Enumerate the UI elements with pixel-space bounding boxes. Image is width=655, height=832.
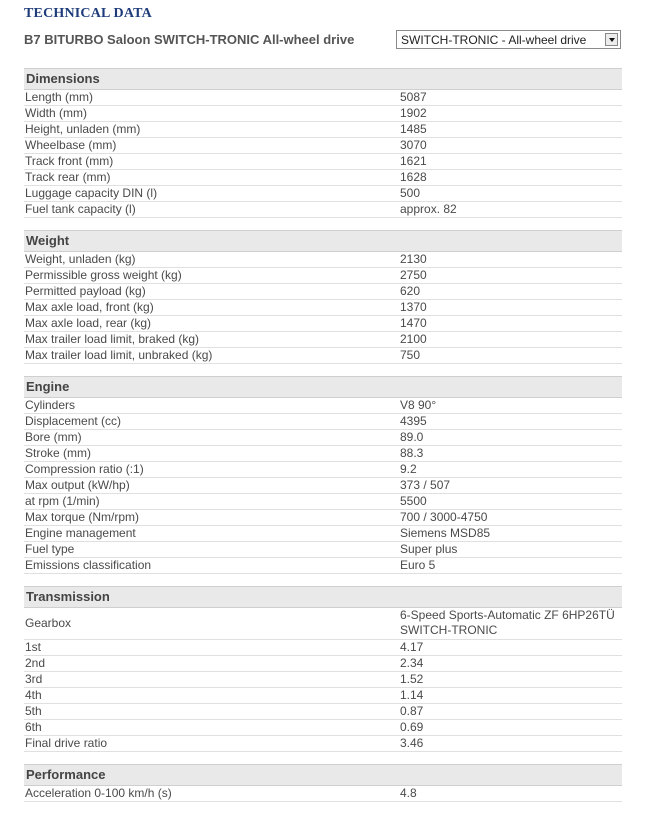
section-header: Engine bbox=[24, 376, 622, 398]
spec-label: 2nd bbox=[25, 656, 46, 670]
spec-value: 1628 bbox=[400, 170, 427, 184]
spec-value: 500 bbox=[400, 186, 421, 200]
spec-label: Bore (mm) bbox=[25, 430, 82, 444]
spec-label: at rpm (1/min) bbox=[25, 494, 100, 508]
spec-value: 2100 bbox=[400, 332, 427, 346]
spec-label: Cylinders bbox=[25, 398, 76, 412]
spec-section-performance bbox=[24, 764, 622, 802]
spec-section-weight bbox=[24, 230, 622, 364]
spec-value: Siemens MSD85 bbox=[400, 526, 491, 540]
spec-row bbox=[24, 656, 622, 672]
spec-value: 3070 bbox=[400, 138, 427, 152]
spec-value: 2750 bbox=[400, 268, 427, 282]
spec-row bbox=[24, 736, 622, 752]
spec-label: Max axle load, rear (kg) bbox=[25, 316, 152, 330]
spec-row bbox=[24, 720, 622, 736]
spec-row bbox=[24, 252, 622, 268]
spec-value: 4.8 bbox=[400, 786, 417, 800]
spec-value: 1.14 bbox=[400, 688, 424, 702]
spec-row bbox=[24, 478, 622, 494]
spec-row bbox=[24, 414, 622, 430]
spec-value: 5087 bbox=[400, 90, 427, 104]
spec-label: 6th bbox=[25, 720, 42, 734]
spec-value: 750 bbox=[400, 348, 421, 362]
spec-label: Wheelbase (mm) bbox=[25, 138, 117, 152]
spec-row bbox=[24, 510, 622, 526]
spec-row bbox=[24, 284, 622, 300]
spec-value: V8 90° bbox=[400, 398, 437, 412]
spec-row bbox=[24, 186, 622, 202]
spec-label: Length (mm) bbox=[25, 90, 94, 104]
spec-value: approx. 82 bbox=[400, 202, 457, 216]
spec-label: Weight, unladen (kg) bbox=[25, 252, 136, 266]
spec-label: Compression ratio (:1) bbox=[25, 462, 144, 476]
spec-label: Permissible gross weight (kg) bbox=[25, 268, 182, 282]
spec-value: 9.2 bbox=[400, 462, 417, 476]
spec-label: Engine management bbox=[25, 526, 136, 540]
spec-value: 1621 bbox=[400, 154, 427, 168]
spec-label: Max trailer load limit, braked (kg) bbox=[25, 332, 200, 346]
spec-label: 1st bbox=[25, 640, 42, 654]
spec-section-transmission bbox=[24, 586, 622, 752]
spec-row bbox=[24, 300, 622, 316]
spec-row bbox=[24, 122, 622, 138]
spec-value: 0.87 bbox=[400, 704, 424, 718]
spec-label: Height, unladen (mm) bbox=[25, 122, 141, 136]
spec-row bbox=[24, 672, 622, 688]
spec-value: 0.69 bbox=[400, 720, 424, 734]
spec-row bbox=[24, 494, 622, 510]
spec-value: 1902 bbox=[400, 106, 427, 120]
chevron-down-icon[interactable] bbox=[605, 33, 618, 46]
spec-row bbox=[24, 640, 622, 656]
section-header: Performance bbox=[24, 764, 622, 786]
spec-value: 2130 bbox=[400, 252, 427, 266]
spec-row bbox=[24, 398, 622, 414]
spec-value: 1.52 bbox=[400, 672, 424, 686]
spec-value: Super plus bbox=[400, 542, 458, 556]
spec-row bbox=[24, 138, 622, 154]
spec-value: 89.0 bbox=[400, 430, 424, 444]
spec-label: Fuel tank capacity (l) bbox=[25, 202, 136, 216]
spec-table bbox=[24, 56, 622, 802]
variant-select[interactable] bbox=[396, 30, 621, 49]
spec-label: 5th bbox=[25, 704, 42, 718]
spec-value: 1370 bbox=[400, 300, 427, 314]
section-header: Dimensions bbox=[24, 68, 622, 90]
spec-row bbox=[24, 430, 622, 446]
spec-label: Max torque (Nm/rpm) bbox=[25, 510, 140, 524]
spec-row bbox=[24, 608, 622, 640]
spec-label: Track rear (mm) bbox=[25, 170, 111, 184]
spec-value: 620 bbox=[400, 284, 421, 298]
spec-row bbox=[24, 154, 622, 170]
spec-row bbox=[24, 316, 622, 332]
spec-value: 4.17 bbox=[400, 640, 424, 654]
spec-value: 1470 bbox=[400, 316, 427, 330]
spec-value: 5500 bbox=[400, 494, 427, 508]
spec-label: Gearbox bbox=[25, 616, 72, 630]
spec-label: Luggage capacity DIN (l) bbox=[25, 186, 158, 200]
spec-value: 700 / 3000-4750 bbox=[400, 510, 488, 524]
spec-row bbox=[24, 170, 622, 186]
spec-row bbox=[24, 202, 622, 218]
section-header: Transmission bbox=[24, 586, 622, 608]
spec-label: Fuel type bbox=[25, 542, 75, 556]
spec-value: 88.3 bbox=[400, 446, 424, 460]
spec-value: 4395 bbox=[400, 414, 427, 428]
spec-label: Max output (kW/hp) bbox=[25, 478, 130, 492]
model-title: B7 BITURBO Saloon SWITCH-TRONIC All-wheel drive bbox=[24, 32, 355, 47]
spec-label: Stroke (mm) bbox=[25, 446, 91, 460]
spec-row bbox=[24, 106, 622, 122]
spec-section-dimensions bbox=[24, 68, 622, 218]
spec-label: Displacement (cc) bbox=[25, 414, 122, 428]
spec-row bbox=[24, 688, 622, 704]
spec-label: Acceleration 0-100 km/h (s) bbox=[25, 786, 172, 800]
spec-value: Euro 5 bbox=[400, 558, 436, 572]
spec-row bbox=[24, 526, 622, 542]
spec-label: Permitted payload (kg) bbox=[25, 284, 146, 298]
spec-value: 2.34 bbox=[400, 656, 424, 670]
page-title: TECHNICAL DATA bbox=[24, 6, 152, 21]
spec-row bbox=[24, 446, 622, 462]
spec-row bbox=[24, 268, 622, 284]
spec-value: 3.46 bbox=[400, 736, 424, 750]
section-header: Weight bbox=[24, 230, 622, 252]
spec-row bbox=[24, 786, 622, 802]
spec-value: 1485 bbox=[400, 122, 427, 136]
spec-label: Track front (mm) bbox=[25, 154, 114, 168]
spec-section-engine bbox=[24, 376, 622, 574]
spec-label: Final drive ratio bbox=[25, 736, 108, 750]
spec-row bbox=[24, 348, 622, 364]
spec-label: Max trailer load limit, unbraked (kg) bbox=[25, 348, 213, 362]
spec-row bbox=[24, 704, 622, 720]
spec-row bbox=[24, 462, 622, 478]
spec-label: 4th bbox=[25, 688, 42, 702]
spec-label: Width (mm) bbox=[25, 106, 87, 120]
spec-row bbox=[24, 558, 622, 574]
spec-label: Emissions classification bbox=[25, 558, 152, 572]
spec-value: 373 / 507 bbox=[400, 478, 451, 492]
spec-label: 3rd bbox=[25, 672, 43, 686]
variant-select-value: SWITCH-TRONIC - All-wheel drive bbox=[401, 33, 587, 47]
spec-row bbox=[24, 90, 622, 106]
spec-label: Max axle load, front (kg) bbox=[25, 300, 154, 314]
spec-value: 6-Speed Sports-Automatic ZF 6HP26TÜ SWITCH-TRONIC bbox=[400, 608, 615, 637]
spec-row bbox=[24, 332, 622, 348]
spec-row bbox=[24, 542, 622, 558]
